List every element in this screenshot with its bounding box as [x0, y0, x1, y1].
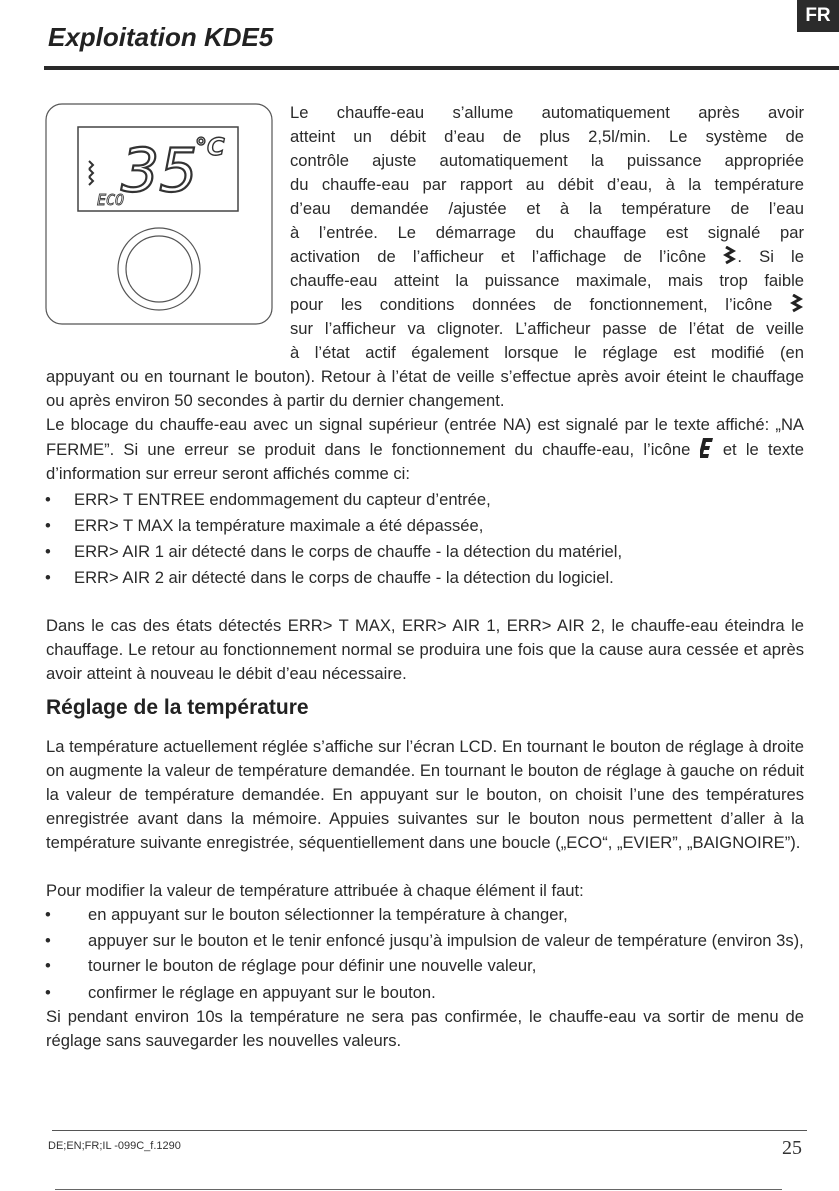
steps-list [46, 903, 804, 1005]
list-item: • tourner le bouton de réglage pour définir une nouvelle valeur, [46, 954, 804, 978]
heater-control-panel-illustration [45, 103, 273, 325]
errors-note: Dans le cas des états détectés ERR> T MAX, ERR> AIR 1, ERR> AIR 2, le chauffe-eau éteindra le chauffage. Le retour au fonctionnement normal se produira une fois que la cause aura cessée et après avoir atteint à nouveau le débit d’eau nécessaire. [46, 616, 804, 683]
error-icon [700, 437, 714, 459]
intro-line: chauffe-eau atteint la puissance maximale, mais trop faible [290, 271, 804, 290]
intro-line-text: pour les conditions données de fonctionnement, l’icône [290, 295, 773, 314]
display-temperature: 35 [121, 136, 198, 206]
display-unit: °C [195, 133, 225, 161]
list-item: • ERR> T MAX la température maximale a été dépassée, [46, 514, 804, 538]
page-number: 25 [782, 1137, 802, 1159]
language-tab: FR [797, 0, 839, 32]
section-paragraph: La température actuellement réglée s’affiche sur l’écran LCD. En tournant le bouton de réglage à droite on augmente la valeur de température demandée. En tournant le bouton de réglage à gauche on réduit la valeur de température demandée. En appuyant sur le bouton, on choisit l’une des températures enregistrée avant dans la mémoire. Appuies suivantes sur le bouton nous permettent d’aller à la température suivante enregistrée, séquentiellement dans une boucle („ECO“, „EVIER”, „BAIGNOIRE”). [46, 737, 804, 852]
list-item: • en appuyant sur le bouton sélectionner la température à changer, [46, 903, 804, 927]
intro-line-text: . Si le [737, 247, 804, 266]
title-divider [44, 66, 839, 70]
intro-line: d’eau demandée /ajustée et à la température de l’eau [290, 199, 804, 218]
document-code: DE;EN;FR;IL -099C_f.1290 [48, 1140, 181, 1152]
list-item: • ERR> AIR 1 air détecté dans le corps de chauffe - la détection du matériel, [46, 540, 804, 564]
intro-line-text: activation de l’afficheur et l’affichage de l’icône [290, 247, 707, 266]
error-list [46, 488, 804, 590]
page-title: Exploitation KDE5 [48, 22, 274, 52]
blocking-paragraph [46, 413, 804, 486]
intro-paragraph-right [290, 101, 804, 365]
display-mode: ECO [97, 191, 125, 209]
modify-intro: Pour modifier la valeur de température attribuée à chaque élément il faut: [46, 881, 584, 900]
temperature-section [46, 735, 804, 1053]
intro-line [290, 293, 804, 317]
bottom-divider [55, 1189, 782, 1190]
intro-line: contrôle ajuste automatiquement la puissance appropriée [290, 151, 804, 170]
blocking-text: Le blocage du chauffe-eau avec un signal supérieur (entrée NA) est signalé par le texte affiché: „NA FERME”. Si une erreur se produit dans le fonctionnement du chauffe-eau, l’icône [46, 415, 804, 459]
intro-line: Le chauffe-eau s’allume automatiquement après avoir [290, 103, 804, 122]
section-heading: Réglage de la température [46, 696, 309, 719]
list-item: • appuyer sur le bouton et le tenir enfoncé jusqu’à impulsion de valeur de température (environ 3s), [46, 930, 804, 951]
intro-line: sur l’afficheur va clignoter. L’afficheur passe de l’état de veille [290, 319, 804, 338]
intro-continuation [46, 365, 804, 686]
heating-icon [723, 246, 737, 266]
control-knob-inner [126, 236, 192, 302]
list-item: • ERR> T ENTREE endommagement du capteur d’entrée, [46, 488, 804, 512]
intro-line: du chauffe-eau par rapport au débit d’eau, à la température [290, 175, 804, 194]
blocking-text-after: et le texte d’information sur erreur seront affichés comme ci: [46, 440, 804, 483]
footer-divider [52, 1130, 807, 1131]
intro-line: atteint un débit d’eau de plus 2,5l/min. Le système de [290, 127, 804, 146]
intro-continuation-text: appuyant ou en tournant le bouton). Retour à l’état de veille s’effectue après avoir éteint le chauffage ou après environ 50 secondes à partir du dernier changement. [46, 367, 804, 410]
heating-icon [790, 294, 804, 314]
list-item: • ERR> AIR 2 air détecté dans le corps de chauffe - la détection du logiciel. [46, 566, 804, 590]
intro-line [290, 245, 804, 269]
intro-line: à l’entrée. Le démarrage du chauffage est signalé par [290, 223, 804, 242]
intro-line: à l’état actif également lorsque le réglage est modifié (en [290, 343, 804, 362]
closing-paragraph: Si pendant environ 10s la température ne sera pas confirmée, le chauffe-eau va sortir de menu de réglage sans sauvegarder les nouvelles valeurs. [46, 1007, 804, 1050]
list-item: • confirmer le réglage en appuyant sur le bouton. [46, 981, 804, 1005]
